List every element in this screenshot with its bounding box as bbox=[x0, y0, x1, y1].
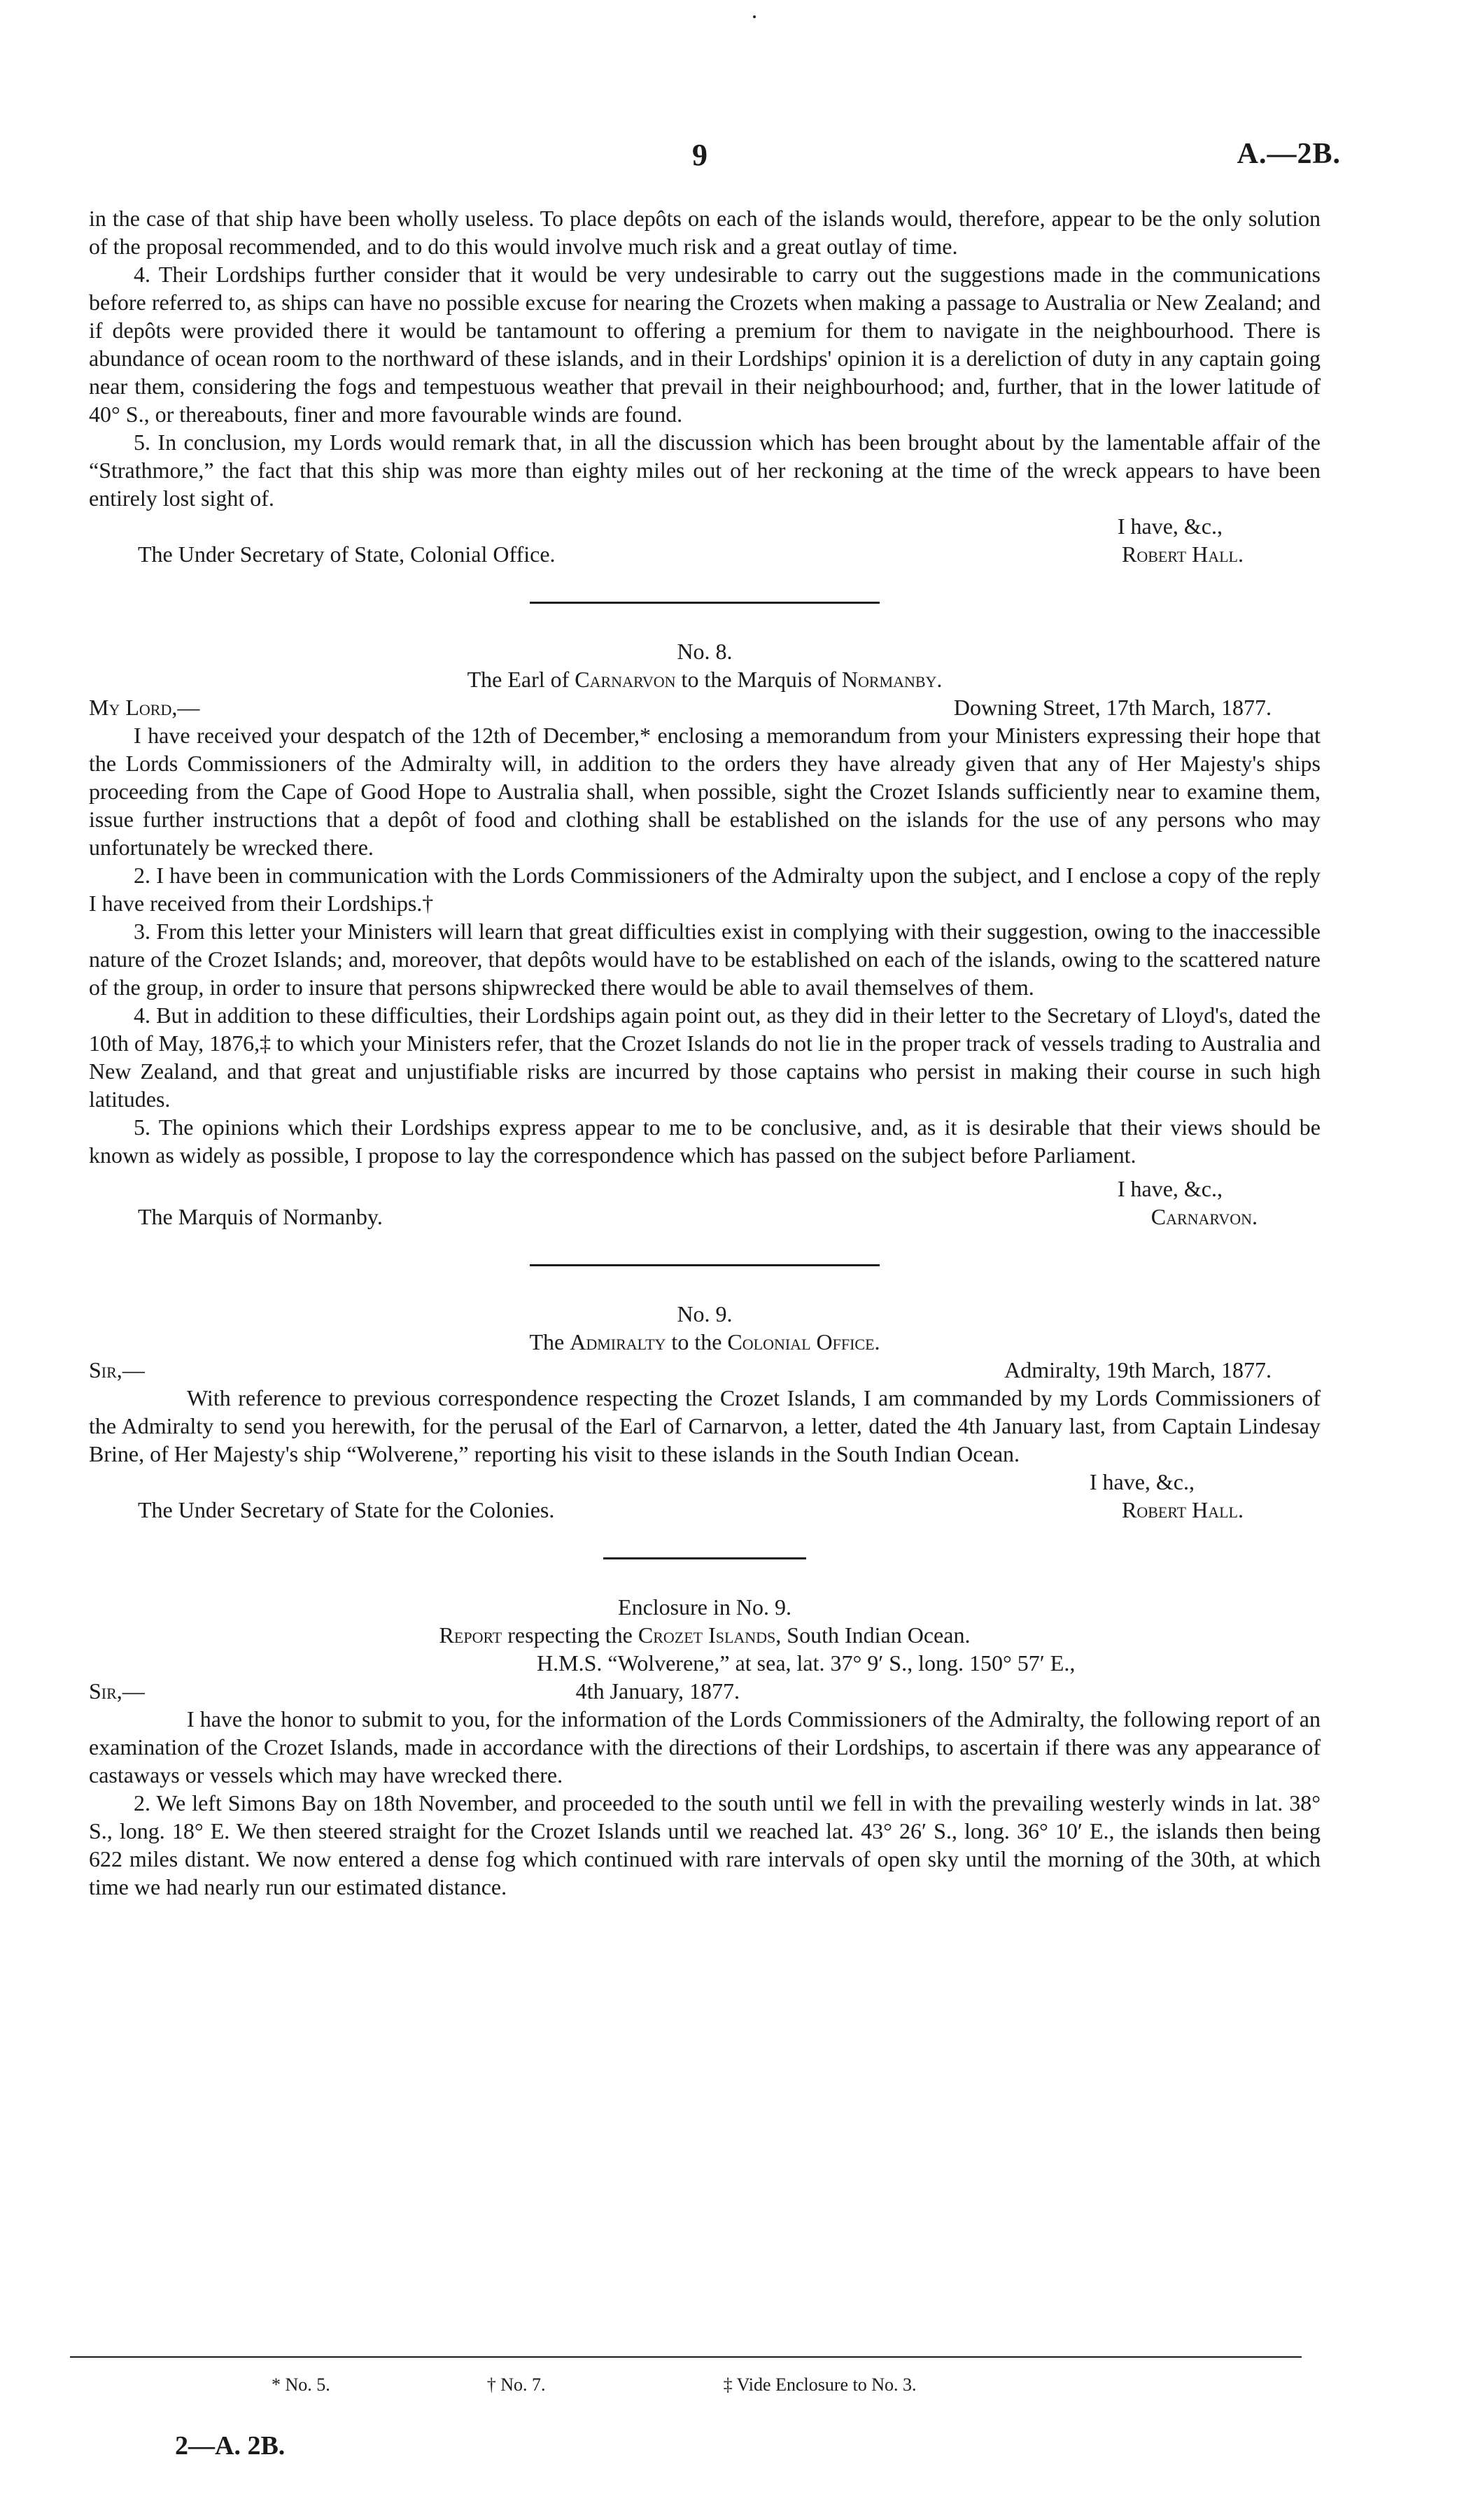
letter-number: No. 8. bbox=[677, 639, 733, 664]
paragraph-5: 5. The opinions which their Lordships express appear to me to be conclusive, and, as it is desirable that their views should be known as widely as possible, I propose to lay the correspondence which has passed on the subject before Parliament. bbox=[89, 1114, 1321, 1168]
title-text: to the Marquis of bbox=[675, 667, 842, 692]
enclosure-heading: Enclosure in No. 9. bbox=[618, 1594, 791, 1620]
paragraph-1: With reference to previous correspondence respecting the Crozet Islands, I am commanded by my Lords Commissioners of the Admiralty to send you herewith, for the perusal of the Earl of Carnarvon, a letter, dated the 4th January last, from Captain Lindesay Brine, of Her Majesty's ship “Wolverene,” reporting his visit to these islands in the South Indian Ocean. bbox=[89, 1385, 1321, 1466]
sender-name: Admiralty bbox=[570, 1329, 666, 1354]
letter-number: No. 9. bbox=[677, 1301, 733, 1326]
paragraph-4: 4. Their Lordships further consider that it would be very undesirable to carry out the suggestions made in the communications before referred to, as ships can have no possible excuse for nearing the Crozets when making a passage to Australia or New Zealand; and if depôts were provided there it would be tantamount to offering a premium for them to navigate in the neighbourhood. There is abundance of ocean room to the northward of these islands, and in their Lordships' opinion it is a dereliction of duty in any captain going near them, considering the fogs and tempestuous weather that prevail in their neighbourhood; and, further, that in the lower latitude of 40° S., or thereabouts, finer and more favourable winds are found. bbox=[89, 262, 1321, 427]
salutation: My Lord,— bbox=[89, 695, 200, 720]
title-text: Crozet Islands bbox=[638, 1622, 776, 1648]
footnotes bbox=[70, 2356, 1302, 2395]
closing-formula: I have, &c., bbox=[1089, 1469, 1195, 1494]
closing-formula: I have, &c., bbox=[1117, 514, 1223, 539]
page-body bbox=[89, 204, 1321, 1901]
signature-row bbox=[89, 540, 1321, 568]
enclosure-title bbox=[89, 1621, 1321, 1649]
paragraph-continued: in the case of that ship have been wholly useless. To place depôts on each of the islands would, therefore, appear to be the only solution of the proposal recommended, and to do this would involve much risk and a great outlay of time. bbox=[89, 206, 1321, 259]
addressee: The Under Secretary of State for the Colonies. bbox=[138, 1497, 555, 1522]
signature-row bbox=[89, 1203, 1321, 1231]
letter-title bbox=[89, 1328, 1321, 1356]
salutation-row bbox=[89, 693, 1321, 721]
title-text: , South Indian Ocean. bbox=[775, 1622, 971, 1648]
place-date: Downing Street, 17th March, 1877. bbox=[953, 695, 1272, 720]
paragraph-3: 3. From this letter your Ministers will learn that great difficulties exist in complying with their suggestion, owing to the inaccessible nature of the Crozet Islands; and, moreover, that depôts would have to be established on each of the islands, owing to the scattered nature of the group, in order to insure that persons shipwrecked there would be able to avail themselves of them. bbox=[89, 919, 1321, 1000]
paragraph-2: 2. I have been in communication with the Lords Commissioners of the Admiralty upon the subject, and I enclose a copy of the reply I have received from their Lordships.† bbox=[89, 863, 1321, 916]
signature: Robert Hall. bbox=[1121, 1497, 1244, 1522]
title-text: Report bbox=[439, 1622, 502, 1648]
footnote: ‡ Vide Enclosure to No. 3. bbox=[723, 2374, 917, 2395]
salutation: Sir,— bbox=[89, 1678, 145, 1704]
paragraph-2: 2. We left Simons Bay on 18th November, and proceeded to the south until we fell in with the prevailing westerly winds in lat. 38° S., long. 18° E. We then steered straight for the Crozet Islands until we reached lat. 43° 26′ S., long. 36° 10′ E., the islands then being 622 miles distant. We now entered a dense fog which continued with rare intervals of open sky until the morning of the 30th, at which time we had nearly run our estimated distance. bbox=[89, 1790, 1321, 1899]
paper-speck bbox=[753, 15, 756, 18]
section-divider bbox=[603, 1557, 806, 1559]
section-divider bbox=[530, 602, 880, 604]
salutation: Sir,— bbox=[89, 1357, 145, 1382]
date-line: 4th January, 1877. bbox=[575, 1678, 740, 1704]
sender-name: Carnarvon bbox=[575, 667, 676, 692]
salutation-row bbox=[89, 1677, 1321, 1705]
paragraph-4: 4. But in addition to these difficulties, their Lordships again point out, as they did in their letter to the Secretary of Lloyd's, dated the 10th of May, 1876,‡ to which your Ministers refer, that the Crozet Islands do not lie in the proper track of vessels trading to Australia and New Zealand, and that great and unjustifiable risks are incurred by those captains who persist in making their course in such high latitudes. bbox=[89, 1003, 1321, 1112]
recipient-name: Normanby. bbox=[841, 667, 943, 692]
addressee: The Under Secretary of State, Colonial Office. bbox=[138, 541, 556, 567]
document-reference: A.—2B. bbox=[1237, 138, 1341, 170]
signature-mark: 2—A. 2B. bbox=[175, 2431, 286, 2461]
section-divider bbox=[530, 1264, 880, 1266]
paragraph-5: 5. In conclusion, my Lords would remark that, in all the discussion which has been brought about by the lamentable affair of the “Strathmore,” the fact that this ship was more than eighty miles out of her reckoning at the time of the wreck appears to have been entirely lost sight of. bbox=[89, 430, 1321, 511]
place-line: H.M.S. “Wolverene,” at sea, lat. 37° 9′ S., long. 150° 57′ E., bbox=[537, 1650, 1076, 1676]
footnote-rule bbox=[70, 2356, 1302, 2358]
title-text: The Earl of bbox=[467, 667, 575, 692]
signature: Carnarvon. bbox=[1150, 1204, 1258, 1229]
title-text: respecting the bbox=[502, 1622, 638, 1648]
footnote-row bbox=[70, 2374, 1302, 2395]
footnote: † No. 7. bbox=[486, 2374, 546, 2395]
footnote: * No. 5. bbox=[272, 2374, 330, 2395]
letter-title bbox=[89, 665, 1321, 693]
signature-row bbox=[89, 1496, 1321, 1524]
title-text: The bbox=[529, 1329, 570, 1354]
page-number: 9 bbox=[692, 138, 708, 172]
addressee: The Marquis of Normanby. bbox=[138, 1204, 383, 1229]
closing-formula: I have, &c., bbox=[1117, 1176, 1223, 1201]
paragraph-1: I have the honor to submit to you, for the information of the Lords Commissioners of the Admiralty, the following report of an examination of the Crozet Islands, made in accordance with the directions of their Lordships, to ascertain if there was any appearance of castaways or vessels which may have wrecked there. bbox=[89, 1706, 1321, 1788]
recipient-name: Colonial Office. bbox=[727, 1329, 880, 1354]
salutation-row bbox=[89, 1356, 1321, 1384]
paragraph-1: I have received your despatch of the 12th of December,* enclosing a memorandum from your Ministers expressing their hope that the Lords Commissioners of the Admiralty will, in addition to the orders they have already given that any of Her Majesty's ships proceeding from the Cape of Good Hope to Australia shall, when possible, sight the Crozet Islands sufficiently near to examine them, issue further instructions that a depôt of food and clothing shall be established on the islands for the use of any persons who may unfortunately be wrecked there. bbox=[89, 723, 1321, 860]
title-text: to the bbox=[666, 1329, 728, 1354]
signature: Robert Hall. bbox=[1121, 541, 1244, 567]
place-date: Admiralty, 19th March, 1877. bbox=[1004, 1357, 1272, 1382]
